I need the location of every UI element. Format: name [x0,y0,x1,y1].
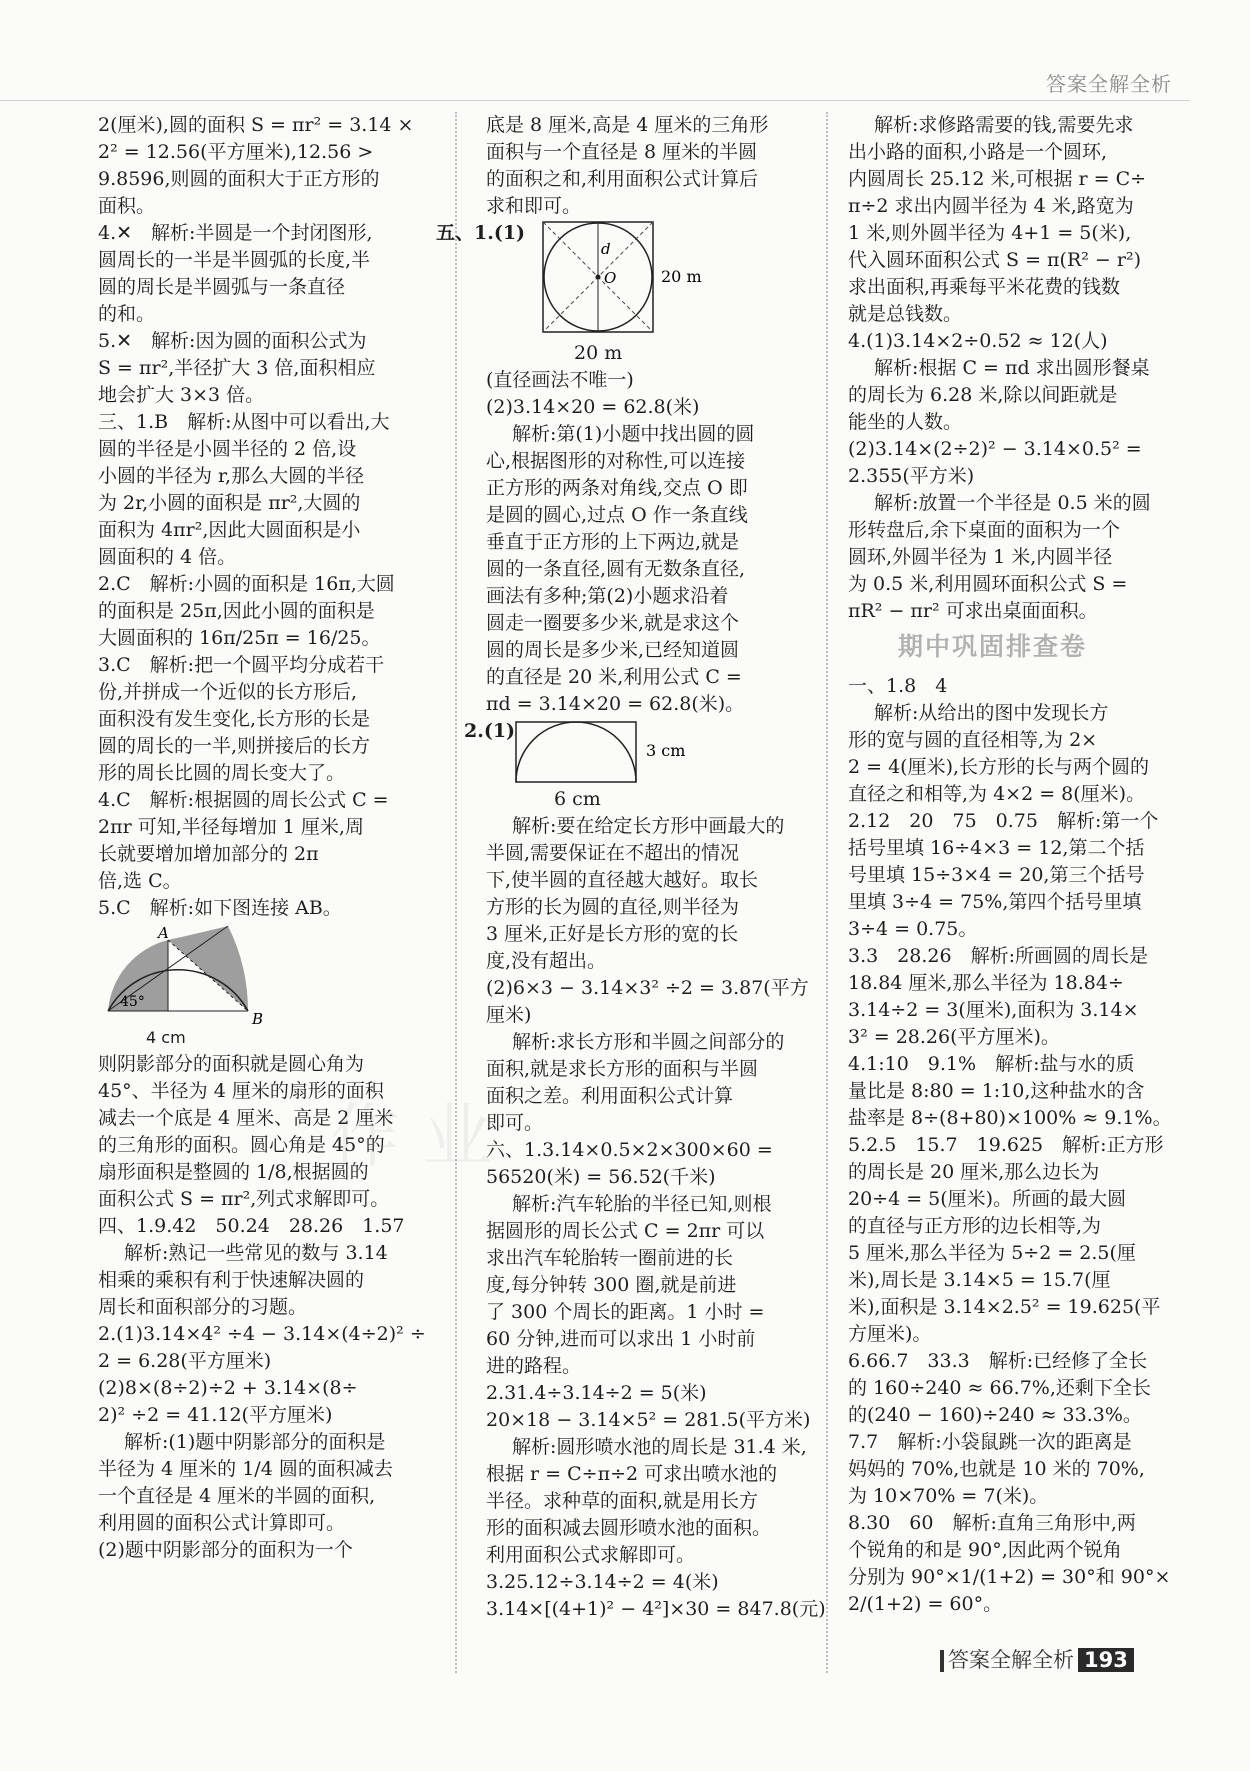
text-line: 2πr 可知,半径每增加 1 厘米,周 [98,816,364,838]
text-line: 进的路程。 [486,1355,582,1377]
text-line: 号里填 15÷3×4 = 20,第三个括号 [848,864,1145,886]
text-line: πd = 3.14×20 = 62.8(米)。 [486,693,745,715]
text-line: 内圆周长 25.12 米,可根据 r = C÷ [848,168,1147,190]
text-line: 3.C 解析:把一个圆平均分成若干 [98,654,385,676]
semicircle [516,722,636,782]
text-line: 面积之差。利用面积公式计算 [486,1085,734,1107]
text-line: 份,并拼成一个近似的长方形后, [98,681,358,703]
text-line: 个锐角的和是 90°,因此两个锐角 [848,1539,1122,1561]
text-line: 妈妈的 70%,也就是 10 米的 70%, [848,1458,1145,1480]
text-line: 半圆,需要保证在不超出的情况 [486,842,740,864]
text-line: 代入圆环面积公式 S = π(R² − r²) [848,249,1141,271]
figure-square-circle [436,220,808,340]
text-line: 大圆面积的 16π/25π = 16/25。 [98,627,381,649]
text-line: 倍,选 C。 [98,870,182,892]
text-line: 3.14÷2 = 3(厘米),面积为 3.14× [848,999,1139,1021]
text-line: 正方形的两条对角线,交点 O 即 [486,477,748,499]
text-line: 解析:(1)题中阴影部分的面积是 [124,1431,386,1453]
text-line: 地会扩大 3×3 倍。 [98,384,265,406]
page-header-title: 答案全解全析 [1046,72,1172,96]
text-line: 求和即可。 [486,195,582,217]
text-line: 2(厘米),圆的面积 S = πr² = 3.14 × [98,114,414,136]
text-line: 9.8596,则圆的面积大于正方形的 [98,168,380,190]
text-line: 形的周长比圆的周长变大了。 [98,762,346,784]
text-line: 60 分钟,进而可以求出 1 小时前 [486,1328,756,1350]
text-line: 出小路的面积,小路是一个圆环, [848,141,1108,163]
figure-bottom-label: 6 cm [554,788,601,810]
text-line: 形转盘后,余下桌面的面积为一个 [848,519,1121,541]
text-line: π÷2 求出内圆半径为 4 米,路宽为 [848,195,1134,217]
text-line: 求出面积,再乘每平米花费的钱数 [848,276,1121,298]
text-line: 解析:熟记一些常见的数与 3.14 [124,1242,388,1264]
text-line: 为 2r,小圆的面积是 πr²,大圆的 [98,492,361,514]
text-line: 的三角形的面积。圆心角是 45°的 [98,1134,385,1156]
text-line: 垂直于正方形的上下两边,就是 [486,531,740,553]
text-line: 为 0.5 米,利用圆环面积公式 S = [848,573,1128,595]
text-line: 2/(1+2) = 60°。 [848,1593,1003,1615]
footer-label: 答案全解全析 [948,1648,1074,1672]
text-line: 米),周长是 3.14×5 = 15.7(厘 [848,1269,1111,1291]
text-line: 2.12 20 75 0.75 解析:第一个 [848,810,1159,832]
label-side: 20 m [661,267,702,286]
text-line: 的直径是 20 米,利用公式 C = [486,666,742,688]
text-line: 2)² ÷2 = 41.12(平方厘米) [98,1404,333,1426]
text-line: 圆走一圈要多少米,就是求这个 [486,612,740,634]
text-line: 三、1.B 解析:从图中可以看出,大 [98,411,390,433]
text-line: 扇形面积是整圆的 1/8,根据圆的 [98,1161,369,1183]
text-line: 减去一个底是 4 厘米、高是 2 厘米 [98,1107,394,1129]
text-line: (2)3.14×(2÷2)² − 3.14×0.5² = [848,438,1142,460]
figure-bottom-label: 20 m [574,342,623,364]
text-line: 相乘的乘积有利于快速解决圆的 [98,1269,365,1291]
text-line: (2)8×(8÷2)÷2 + 3.14×(8÷ [98,1377,358,1399]
text-line: 解析:第(1)小题中找出圆的圆 [512,423,755,445]
text-line: 六、1.3.14×0.5×2×300×60 = [486,1139,773,1161]
label-side: 3 cm [646,741,686,760]
text-line: 圆的周长的一半,则拼接后的长方 [98,735,371,757]
text-line: 度,没有超出。 [486,950,607,972]
text-line: 2 = 6.28(平方厘米) [98,1350,272,1372]
text-line: 利用面积公式求解即可。 [486,1544,696,1566]
text-line: (2)3.14×20 = 62.8(米) [486,396,700,418]
text-line: 4.C 解析:根据圆的周长公式 C = [98,789,389,811]
text-line: 6.66.7 33.3 解析:已经修了全长 [848,1350,1148,1372]
text-line: 的周长为 6.28 米,除以间距就是 [848,384,1118,406]
text-line: 的和。 [98,303,156,325]
text-line: 形的宽与圆的直径相等,为 2× [848,729,1098,751]
rectangle [516,722,636,782]
text-line: 5.C 解析:如下图连接 AB。 [98,897,342,919]
text-line: 则阴影部分的面积就是圆心角为 [98,1053,365,1075]
text-line: 2.31.4÷3.14÷2 = 5(米) [486,1382,707,1404]
text-line: 半径。求种草的面积,就是用长方 [486,1490,759,1512]
text-line: 了 300 个周长的距离。1 小时 = [486,1301,765,1323]
text-line: 3÷4 = 0.75。 [848,918,978,940]
text-line: 利用圆的面积公式计算即可。 [98,1512,346,1534]
watermark: 作 业 [330,1095,493,1177]
label-a: A [158,926,169,942]
text-line: 的面积是 25π,因此小圆的面积是 [98,600,375,622]
text-line: 圆面积的 4 倍。 [98,546,237,568]
text-line: 画法有多种;第(2)小题求沿着 [486,585,729,607]
text-line: 厘米) [486,1004,532,1026]
label-b: B [252,1010,264,1026]
text-line: 面积为 4πr²,因此大圆面积是小 [98,519,361,541]
text-line: 7.7 解析:小袋鼠跳一次的距离是 [848,1431,1132,1453]
text-line: 2 = 4(厘米),长方形的长与两个圆的 [848,756,1150,778]
text-line: 面积。 [98,195,156,217]
text-line: 面积公式 S = πr²,列式求解即可。 [98,1188,390,1210]
figure-shaded-sector [98,926,278,1026]
text-line: 的(240 − 160)÷240 ≈ 33.3%。 [848,1404,1142,1426]
text-line: 底是 8 厘米,高是 4 厘米的三角形 [486,114,769,136]
column-2 [436,112,826,1623]
text-line: 的周长是 20 厘米,那么边长为 [848,1161,1100,1183]
label-angle: 45° [120,994,145,1010]
page-number: 193 [1078,1648,1134,1672]
text-line: 解析:根据 C = πd 求出圆形餐桌 [874,357,1150,379]
text-line: 1 米,则外圆半径为 4+1 = 5(米), [848,222,1132,244]
text-line: 长就要增加增加部分的 2π [98,843,319,865]
text-line: 解析:从给出的图中发现长方 [874,702,1109,724]
text-line: 为 10×70% = 7(米)。 [848,1485,1049,1507]
page-footer [940,1644,1134,1674]
text-line: 5.✕ 解析:因为圆的面积公式为 [98,330,367,352]
text-line: 分别为 90°×1/(1+2) = 30°和 90°× [848,1566,1171,1588]
text-line: 即可。 [486,1112,544,1134]
text-line: 据圆形的周长公式 C = 2πr 可以 [486,1220,765,1242]
text-line: 解析:求长方形和半圆之间部分的 [512,1031,785,1053]
text-line: 度,每分钟转 300 圈,就是前进 [486,1274,737,1296]
text-line: 一、1.8 4 [848,675,948,697]
text-line: 圆的周长是多少米,已经知道圆 [486,639,740,661]
rect-semicircle-svg [514,720,714,784]
text-line: 3.3 28.26 解析:所画圆的周长是 [848,945,1149,967]
text-line: 米),面积是 3.14×2.5² = 19.625(平 [848,1296,1161,1318]
text-line: (2)题中阴影部分的面积为一个 [98,1539,353,1561]
text-line: 18.84 厘米,那么半径为 18.84÷ [848,972,1124,994]
text-line: 4.✕ 解析:半圆是一个封闭图形, [98,222,373,244]
text-line: 解析:汽车轮胎的半径已知,则根 [512,1193,772,1215]
text-line: 8.30 60 解析:直角三角形中,两 [848,1512,1136,1534]
text-line: 的直径与正方形的边长相等,为 [848,1215,1102,1237]
label-d: d [601,240,611,258]
text-line: 45°、半径为 4 厘米的扇形的面积 [98,1080,384,1102]
text-line: 括号里填 16÷4×3 = 12,第二个括 [848,837,1145,859]
text-line: 5 厘米,那么半径为 5÷2 = 2.5(厘 [848,1242,1136,1264]
banner-title: 期中巩固排查卷 [898,632,1088,661]
text-line: 56520(米) = 56.52(千米) [486,1166,716,1188]
text-line: 形的面积减去圆形喷水池的面积。 [486,1517,772,1539]
text-line: 2.(1)3.14×4² ÷4 − 3.14×(4÷2)² ÷ [98,1323,426,1345]
text-line: 解析:圆形喷水池的周长是 31.4 米, [512,1436,807,1458]
text-line: 2.C 解析:小圆的面积是 16π,大圆 [98,573,395,595]
text-line: 直径之和相等,为 4×2 = 8(厘米)。 [848,783,1146,805]
section-banner [848,631,1170,667]
text-line: 里填 3÷4 = 75%,第四个括号里填 [848,891,1142,913]
text-line: 4.1:10 9.1% 解析:盐与水的质 [848,1053,1135,1075]
text-line: 能坐的人数。 [848,411,963,433]
question-label: 2.(1) [464,720,516,742]
shaded-region [168,926,248,1011]
column-1 [98,112,426,1564]
text-line: 心,根据图形的对称性,可以连接 [486,450,746,472]
text-line: 3.25.12÷3.14÷2 = 4(米) [486,1571,719,1593]
text-line: πR² − πr² 可求出桌面面积。 [848,600,1098,622]
text-line: 圆的半径是小圆半径的 2 倍,设 [98,438,357,460]
text-line: 圆的一条直径,圆有无数条直径, [486,558,746,580]
column-divider [826,112,828,1673]
footer-bar [940,1650,944,1672]
text-line: 3² = 28.26(平方厘米)。 [848,1026,1060,1048]
text-line: 求出汽车轮胎转一圈前进的长 [486,1247,734,1269]
text-line: 量比是 8:80 = 1:10,这种盐水的含 [848,1080,1145,1102]
text-line: 面积没有发生变化,长方形的长是 [98,708,371,730]
text-line: 3.14×[(4+1)² − 4²]×30 = 847.8(元) [486,1598,826,1620]
text-line: 周长和面积部分的习题。 [98,1296,308,1318]
text-line: 盐率是 8÷(8+80)×100% ≈ 9.1%。 [848,1107,1172,1129]
label-o: O [604,269,617,287]
text-line: 解析:放置一个半径是 0.5 米的圆 [874,492,1151,514]
text-line: 半径为 4 厘米的 1/4 圆的面积减去 [98,1458,393,1480]
figure-length-label: 4 cm [146,1028,186,1047]
header-rule [0,100,1190,101]
text-line: 方形的长为圆的直径,则半径为 [486,896,740,918]
square-circle-svg [541,220,721,340]
question-label: 五、1.(1) [436,222,526,244]
text-line: 圆的周长是半圆弧与一条直径 [98,276,346,298]
text-line: 根据 r = C÷π÷2 可求出喷水池的 [486,1463,778,1485]
column-3 [848,112,1170,1618]
text-line: 面积与一个直径是 8 厘米的半圆 [486,141,758,163]
text-line: 四、1.9.42 50.24 28.26 1.57 [98,1215,405,1237]
text-line: 就是总钱数。 [848,303,963,325]
text-line: (2)6×3 − 3.14×3² ÷2 = 3.87(平方 [486,977,809,999]
text-line: 5.2.5 15.7 19.625 解析:正方形 [848,1134,1164,1156]
text-line: 一个直径是 4 厘米的半圆的面积, [98,1485,376,1507]
column-divider [455,112,457,1673]
text-line: 解析:要在给定长方形中画最大的 [512,815,785,837]
text-line: 4.(1)3.14×2÷0.52 ≈ 12(人) [848,330,1108,352]
text-line: 的 160÷240 ≈ 66.7%,还剩下全长 [848,1377,1151,1399]
text-line: 方厘米)。 [848,1323,932,1345]
text-line: 解析:求修路需要的钱,需要先求 [874,114,1134,136]
text-line: 的面积之和,利用面积公式计算后 [486,168,759,190]
center-point [596,275,601,280]
text-line: 20÷4 = 5(厘米)。所画的最大圆 [848,1188,1127,1210]
text-line: 下,使半圆的直径越大越好。取长 [486,869,759,891]
figure-rect-semicircle [464,718,808,786]
text-line: 是圆的圆心,过点 O 作一条直线 [486,504,748,526]
text-line: 小圆的半径为 r,那么大圆的半径 [98,465,365,487]
text-line: 2.355(平方米) [848,465,975,487]
text-line: 圆周长的一半是半圆弧的长度,半 [98,249,371,271]
text-line: 20×18 − 3.14×5² = 281.5(平方米) [486,1409,811,1431]
text-line: (直径画法不唯一) [486,369,634,391]
text-line: S = πr²,半径扩大 3 倍,面积相应 [98,357,376,379]
text-line: 圆环,外圆半径为 1 米,内圆半径 [848,546,1113,568]
text-line: 面积,就是求长方形的面积与半圆 [486,1058,759,1080]
text-line: 3 厘米,正好是长方形的宽的长 [486,923,739,945]
text-line: 2² = 12.56(平方厘米),12.56 > [98,141,374,163]
